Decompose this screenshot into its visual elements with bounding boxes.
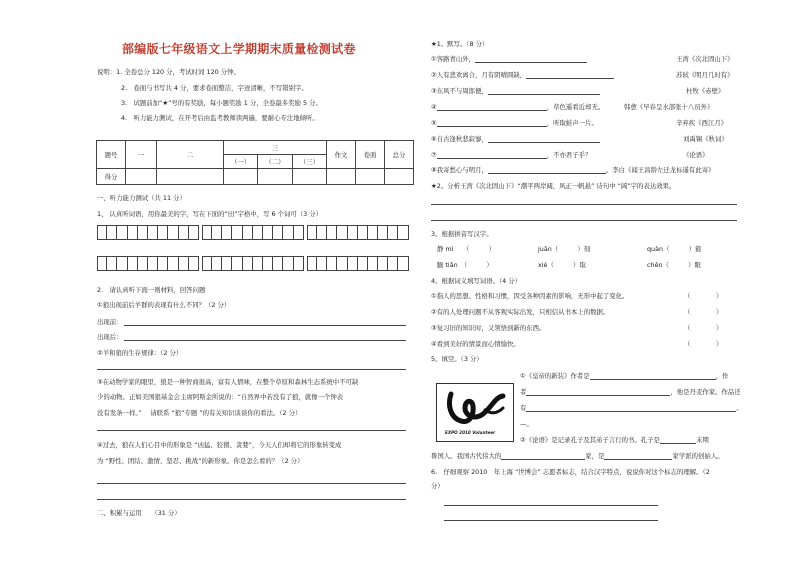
cell-sub1: （一） <box>224 155 258 169</box>
pinyin-5[interactable]: xiè（ ）取 <box>538 261 586 269</box>
question-2a: ①狼出现前后羊群的表现有什么不同？（2 分） <box>97 301 231 309</box>
r-question-1: ★1。默写。（8 分） <box>431 40 489 48</box>
pinyin-1[interactable]: 静 mì （ ） <box>437 245 495 253</box>
source-4: 韩愈《早春呈水部张十八员外》 <box>624 103 714 111</box>
blank[interactable] <box>488 173 606 174</box>
score-cell[interactable] <box>327 169 356 185</box>
score-cell[interactable] <box>356 169 385 185</box>
blank[interactable] <box>437 158 547 159</box>
ciyi-4: ④看到美好的情景而心情愉快。 <box>431 340 520 348</box>
score-cell[interactable] <box>292 169 326 185</box>
q2a-label-before: 出现前： <box>97 318 123 326</box>
tianzige-row-1[interactable] <box>97 225 412 240</box>
score-cell[interactable] <box>385 169 414 185</box>
q2a-answer-line-1[interactable] <box>124 325 406 326</box>
r-question-5: 5。填空。（3 分） <box>431 355 483 363</box>
r-q2-answer-line-1[interactable] <box>431 204 737 205</box>
r-question-4: 4。根据词义填写词语。（4 分） <box>431 277 522 285</box>
pinyin-3[interactable]: quàn（ ）箍 <box>647 245 702 253</box>
blank[interactable] <box>437 126 547 127</box>
dictation-6: ⑥自古逢秋悲寂寥， <box>431 135 600 143</box>
source-7: 《论语》 <box>683 151 709 159</box>
blank[interactable] <box>590 379 716 380</box>
fill-1-line-4: —。 <box>520 420 533 428</box>
blank[interactable] <box>604 459 672 460</box>
dictation-1: ①客路青山外， <box>431 55 587 63</box>
cell-tihao: 题号 <box>97 141 126 169</box>
source-1: 王湾《次北固山下》 <box>676 55 734 63</box>
score-cell[interactable] <box>126 169 157 185</box>
question-2c-line-2: 少的动物。正如美国狼基金会主席阿斯金所说的：“自然界中若没有了狼，就像一个钟表 <box>97 393 344 401</box>
ciyi-3: ③复习旧的知识时，又领悟到新的东西。 <box>431 324 546 332</box>
fill-1-line-1: ①《皇帝的新装》作者是 ，作 <box>520 372 729 380</box>
dictation-3: ③东风不与周郎便， <box>431 87 600 95</box>
r-question-6-line-1: 6. 仔细观察 2010 年上海 “世博会” 志愿者标志，结合汉字特点，说说你对这个标志的理解。（2 <box>431 468 710 476</box>
r-question-6-line-2: 分） <box>431 482 444 490</box>
q2c-answer-line[interactable] <box>97 430 406 431</box>
cell-san: 三 <box>224 141 327 155</box>
fill-2-line-2: 鲁国人。我国古代伟大的 家，是 家学派的创始人。 <box>431 452 724 460</box>
question-2b: ②羊和狼的生存规律：（2 分） <box>97 349 183 357</box>
tianzige-row-2[interactable] <box>97 256 412 271</box>
question-2c-line-1: ③在动物学家的眼里，狼是一种智商很高，富有人情味，在整个草原和森林生态系统中不可缺 <box>97 378 359 386</box>
pinyin-4[interactable]: 腼 tiǎn （ ） <box>437 261 493 269</box>
q2a-label-after: 出现后： <box>97 333 123 341</box>
page-title: 部编版七年级语文上学期期末质量检测试卷 <box>122 42 356 56</box>
instruction-2: 2. 卷面与书写共 4 分，要求卷面整洁，字迹清晰，不写错别字。 <box>121 84 308 92</box>
question-2c-line-3: 没有发条一样。” 请联系 “狼”专题 ”的有关知识谈谈你的看法。（2 分） <box>97 409 302 417</box>
question-2d-line-1: ④过去，狼在人们心目中的形象是 “凶猛、狡猾、贪婪”，今天人们却将它的形象转变成 <box>97 441 342 449</box>
fill-1-line-3: 有 。 <box>520 404 743 412</box>
q2d-answer-line-2[interactable] <box>97 499 406 500</box>
expo-volunteer-logo <box>436 383 514 442</box>
cell-defen: 得分 <box>97 169 126 185</box>
q2a-answer-line-2[interactable] <box>124 340 406 341</box>
dictation-8: ⑧我寄愁心与明月， 。李白《闻王昌龄左迁龙标遥有此寄》 <box>431 166 715 174</box>
r-q6-answer-line-2[interactable] <box>444 520 658 521</box>
r-q6-answer-line-1[interactable] <box>444 505 658 506</box>
blank[interactable] <box>526 411 736 412</box>
ciyi-2: ②有的人处理问题不从客观实际出发，只相信从书本上的数据。 <box>431 308 610 316</box>
section-2-heading: 二、积累与运用 （31 分） <box>97 509 181 517</box>
score-cell[interactable] <box>157 169 224 185</box>
cell-zuowen: 作文 <box>327 141 356 169</box>
cell-juanmian: 卷面 <box>356 141 385 169</box>
instruction-3: 3. 试题前加“★”号的有奖励，每小题奖励 1 分，全卷最多奖励 5 分。 <box>121 99 322 107</box>
instruction-1: 说明：1. 全卷总分 120 分，考试时间 120 分钟。 <box>97 68 240 76</box>
ciyi-4-answer[interactable]: （ ） <box>684 340 723 348</box>
source-3: 杜牧《赤壁》 <box>686 87 725 95</box>
fill-2-line-1: ②《论语》是记录孔子及其弟子言行的书。孔子是 末期 <box>520 436 709 444</box>
ciyi-3-answer[interactable]: （ ） <box>684 324 723 332</box>
dictation-2: ②人有悲欢离合，月有阴晴圆缺， <box>431 71 614 79</box>
ciyi-1-answer[interactable]: （ ） <box>684 292 723 300</box>
blank[interactable] <box>660 443 696 444</box>
question-2: 2. 请认真听下面一则材料，回答问题 <box>97 286 206 294</box>
blank[interactable] <box>501 459 585 460</box>
blank[interactable] <box>526 78 614 79</box>
blank[interactable] <box>437 110 547 111</box>
r-q2-answer-line-2[interactable] <box>431 220 737 221</box>
blank[interactable] <box>488 142 600 143</box>
logo-caption: EXPO 2010 Volunteer <box>445 430 496 435</box>
dictation-7: ⑦ ，不亦君子乎？ <box>431 151 592 159</box>
cell-sub3: （三） <box>292 155 326 169</box>
dictation-4: ④ ，草色遥看近却无。 <box>431 103 605 111</box>
source-6: 刘禹锡《秋词》 <box>683 135 728 143</box>
fill-1-line-2: 者 ，他是丹麦作家。作品还 <box>520 388 741 396</box>
r-question-3: 3。根据拼音写汉字。 <box>431 230 493 238</box>
blank[interactable] <box>488 94 600 95</box>
ciyi-1: ①指人的思想、性格和习惯，因受各种因素的影响，无形中起了变化。 <box>431 292 629 300</box>
ciyi-2-answer[interactable]: （ ） <box>684 308 723 316</box>
question-1: 1、 认真听词语，用你最美的字，写在下面的“田”字格中，写 6 个词可（3 分） <box>97 210 323 218</box>
section-1-heading: 一、听力能力测试（共 11 分） <box>97 194 186 202</box>
q2d-answer-line-1[interactable] <box>97 483 406 484</box>
source-2: 苏轼《明月几时有》 <box>676 71 734 79</box>
r-question-2: ★2。分析王湾《次北固山下》“潮平两岸阔，风正一帆悬” 诗句中 “阔”字的表达效果。 <box>431 182 676 190</box>
cell-er: 二 <box>157 141 224 169</box>
instruction-4: 4. 听力能力测试，在开考后由监考教师读两遍，要耐心专注地倾听。 <box>121 114 319 122</box>
source-5: 辛弃疾《西江月》 <box>676 119 728 127</box>
score-table <box>96 140 414 185</box>
cell-zongfen: 总分 <box>385 141 414 169</box>
q2b-answer-line[interactable] <box>97 369 406 370</box>
cell-sub2: （二） <box>258 155 292 169</box>
dictation-5: ⑤ ，听取蛙声一片。 <box>431 119 598 127</box>
cell-yi: 一 <box>126 141 157 169</box>
pinyin-2[interactable]: juān（ ）刻 <box>538 245 591 253</box>
blank[interactable] <box>526 395 670 396</box>
score-cell[interactable] <box>224 169 258 185</box>
score-cell[interactable] <box>258 169 292 185</box>
pinyin-6[interactable]: chēn（ ）眼 <box>647 261 701 269</box>
blank[interactable] <box>475 62 587 63</box>
question-2d-line-2: 为 “野性、团结、激情、坚忍、挑战”的新形象。你是怎么看的？（2 分） <box>97 457 304 465</box>
